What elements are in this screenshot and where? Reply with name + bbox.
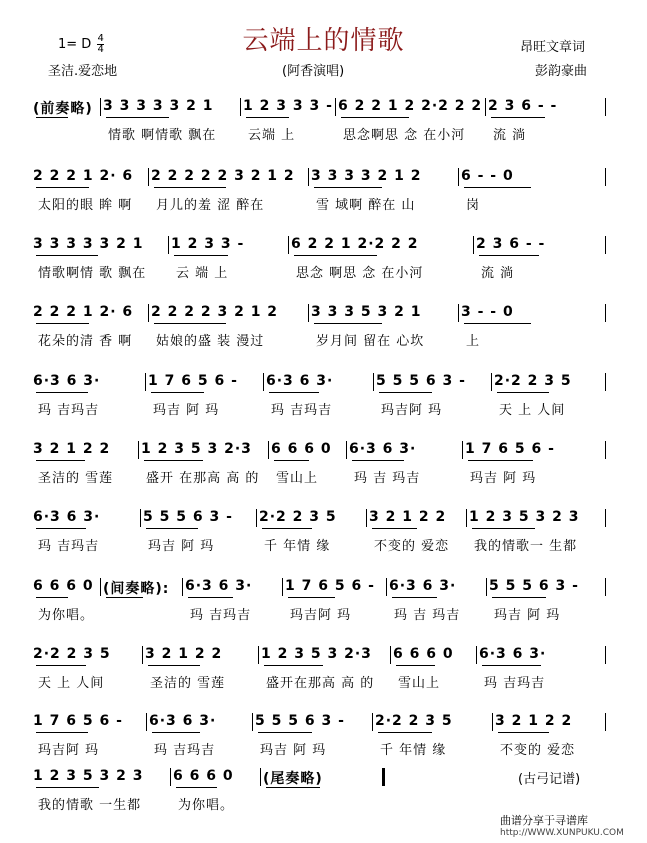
beam-underline [341, 117, 409, 118]
measure-notes: 1 7 6 5 6 - [465, 441, 555, 457]
measure-notes: 3 2 1 2 2 [495, 713, 573, 729]
measure-lyric: 玛 吉 玛吉 [354, 471, 421, 486]
beam-underline [262, 528, 312, 529]
measure-lyric: 圣洁的 雪莲 [150, 676, 226, 691]
measure-lyric: 太阳的眼 眸 啊 [38, 198, 133, 213]
song-title: 云端上的情歌 [242, 26, 405, 56]
measure-lyric: 岗 [466, 198, 481, 213]
measure-notes: 6 2 2 1 2·2 2 2 [291, 236, 419, 252]
beam-underline [36, 732, 88, 733]
beam-underline [294, 255, 377, 256]
measure-notes: 3 - - 0 [461, 304, 514, 320]
measure-lyric: 千 年情 缘 [380, 743, 447, 758]
bar-line [473, 236, 474, 254]
measure-lyric: 流 淌 [493, 128, 527, 143]
measure-lyric: 岁月间 留在 心坎 [316, 334, 425, 349]
measure-notes: 2 2 2 1 2· 6 [33, 304, 134, 320]
measure-lyric: 天 上 人间 [499, 403, 566, 418]
measure-notes: 2 2 2 1 2· 6 [33, 168, 134, 184]
measure-notes: 6·3 6 3· [33, 509, 101, 525]
measure-notes: 2 3 6 - - [476, 236, 546, 252]
measure-notes: 2 3 6 - - [488, 98, 558, 114]
bar-line [462, 441, 463, 459]
bar-line [263, 373, 264, 391]
beam-underline [472, 528, 535, 529]
measure-lyric: 玛吉阿 玛 [38, 743, 100, 758]
bar-line [492, 713, 493, 731]
measure-lyric: 千 年情 缘 [264, 539, 331, 554]
bar-line [386, 578, 387, 596]
measure-notes: 1 2 3 5 3 2 3 [33, 768, 144, 784]
bar-line [486, 578, 487, 596]
beam-underline [174, 255, 228, 256]
beam-underline [492, 597, 546, 598]
beam-underline [151, 392, 204, 393]
measure-notes: 3 2 1 2 2 [33, 441, 111, 457]
measure-notes: 2 2 2 2 3 2 1 2 [151, 304, 279, 320]
bar-line [605, 578, 606, 596]
singer: (阿香演唱) [282, 64, 345, 79]
bar-line [605, 98, 606, 116]
bar-line [140, 509, 141, 527]
measure-lyric: 我的情歌一 生都 [474, 539, 578, 554]
measure-notes: 1 2 3 5 3 2·3 [261, 646, 372, 662]
beam-underline [148, 665, 200, 666]
measure-notes: 2·2 2 3 5 [259, 509, 337, 525]
measure-lyric: 为你唱。 [38, 608, 95, 623]
measure-lyric: 云端 上 [248, 128, 296, 143]
beam-underline [154, 187, 226, 188]
bar-line [182, 578, 183, 596]
measure-lyric: 玛吉 阿 玛 [148, 539, 215, 554]
bar-line [458, 304, 459, 322]
measure-notes: 1 7 6 5 6 - [285, 578, 375, 594]
measure-notes: 5 5 5 6 3 - [143, 509, 233, 525]
measure-lyric: 玛吉阿 玛 [290, 608, 352, 623]
measure-notes: 1 2 3 5 3 2 3 [469, 509, 580, 525]
bar-line [605, 441, 606, 459]
beam-underline [464, 187, 531, 188]
beam-underline [392, 597, 437, 598]
beam-underline [144, 460, 203, 461]
beam-underline [274, 460, 309, 461]
beam-underline [36, 528, 86, 529]
beam-underline [152, 732, 200, 733]
measure-notes: 1 2 3 3 3 - [243, 98, 333, 114]
bar-line [605, 509, 606, 527]
bar-line [145, 373, 146, 391]
beam-underline [264, 665, 323, 666]
beam-underline [378, 732, 432, 733]
measure-lyric: 流 淌 [481, 266, 515, 281]
beam-underline [269, 392, 319, 393]
measure-lyric: 月儿的羞 涩 醉在 [156, 198, 265, 213]
time-bottom: 4 [97, 44, 104, 55]
bar-line [373, 373, 374, 391]
bar-line [256, 509, 257, 527]
beam-underline [497, 392, 549, 393]
measure-notes: 1 2 3 5 3 2·3 [141, 441, 252, 457]
beam-underline [479, 255, 539, 256]
bar-line [476, 646, 477, 664]
measure-notes: 6 2 2 1 2 2·2 2 2 [338, 98, 483, 114]
bar-line [142, 646, 143, 664]
measure-lyric: 天 上 人间 [38, 676, 105, 691]
measure-notes: 6 - - 0 [461, 168, 514, 184]
beam-underline [498, 732, 549, 733]
bar-line [491, 373, 492, 391]
bar-line [148, 304, 149, 322]
beam-underline [266, 787, 320, 788]
measure-notes: (尾奏略) [263, 771, 323, 787]
beam-underline [352, 460, 404, 461]
measure-notes: (间奏略): [103, 581, 170, 597]
beam-underline [36, 665, 86, 666]
measure-lyric: 为你唱。 [178, 798, 235, 813]
measure-notes: 5 5 5 6 3 - [255, 713, 345, 729]
footer-text: 曲谱分享于寻谱库 [500, 814, 588, 827]
measure-lyric: 情歌 啊情歌 飘在 [108, 128, 217, 143]
bar-line [148, 168, 149, 186]
bar-line [170, 768, 171, 786]
measure-lyric: 雪山上 [276, 471, 319, 486]
beam-underline [176, 787, 217, 788]
beam-underline [106, 597, 143, 598]
final-bar-line [382, 768, 385, 786]
beam-underline [468, 460, 533, 461]
bar-line [168, 236, 169, 254]
beam-underline [36, 255, 98, 256]
measure-lyric: 玛吉 阿 玛 [470, 471, 537, 486]
bar-line [605, 373, 606, 391]
bar-line [372, 713, 373, 731]
bar-line [308, 168, 309, 186]
bar-line [268, 441, 269, 459]
measure-notes: 2 2 2 2 2 3 2 1 2 [151, 168, 295, 184]
bar-line [605, 304, 606, 322]
beam-underline [396, 665, 435, 666]
footer [500, 812, 624, 838]
measure-lyric: 玛 吉玛吉 [154, 743, 216, 758]
bar-line [366, 509, 367, 527]
beam-underline [154, 323, 226, 324]
measure-notes: 1 2 3 3 - [171, 236, 245, 252]
beam-underline [379, 392, 432, 393]
beam-underline [314, 187, 382, 188]
transcriber: (古弓记谱) [518, 772, 581, 787]
beam-underline [246, 117, 289, 118]
measure-notes: 3 3 3 5 3 2 1 [311, 304, 422, 320]
measure-lyric: 盛开 在那高 高 的 [146, 471, 260, 486]
measure-lyric: 云 端 上 [176, 266, 229, 281]
measure-notes: 6 6 6 0 [271, 441, 332, 457]
measure-notes: 3 2 1 2 2 [369, 509, 447, 525]
measure-lyric: 玛 吉玛吉 [484, 676, 546, 691]
bar-line [466, 509, 467, 527]
measure-notes: 5 5 5 6 3 - [376, 373, 466, 389]
beam-underline [258, 732, 312, 733]
measure-notes: 6·3 6 3· [266, 373, 334, 389]
measure-lyric: 玛吉阿 玛 [381, 403, 443, 418]
measure-lyric: 花朵的清 香 啊 [38, 334, 133, 349]
measure-notes: 6·3 6 3· [149, 713, 217, 729]
measure-notes: 3 3 3 3 3 2 1 [103, 98, 214, 114]
measure-lyric: 玛 吉玛吉 [190, 608, 252, 623]
measure-notes: 6·3 6 3· [479, 646, 547, 662]
bar-line [605, 646, 606, 664]
footer-url: http://WWW.XUNPUKU.COM [500, 828, 624, 838]
measure-lyric: 不变的 爱恋 [500, 743, 576, 758]
measure-lyric: 盛开在那高 高 的 [266, 676, 375, 691]
measure-notes: 6 6 6 0 [173, 768, 234, 784]
bar-line [288, 236, 289, 254]
lyricist: 昂旺文章词 [520, 40, 586, 55]
measure-lyric: 姑娘的盛 装 漫过 [156, 334, 265, 349]
measure-notes: (前奏略) [33, 101, 93, 117]
measure-lyric: 玛吉 阿 玛 [494, 608, 561, 623]
beam-underline [314, 323, 382, 324]
measure-notes: 1 7 6 5 6 - [148, 373, 238, 389]
beam-underline [36, 117, 68, 118]
bar-line [252, 713, 253, 731]
measure-notes: 3 2 1 2 2 [145, 646, 223, 662]
bar-line [146, 713, 147, 731]
beam-underline [188, 597, 233, 598]
beam-underline [491, 117, 545, 118]
bar-line [240, 98, 241, 116]
measure-notes: 6·3 6 3· [33, 373, 101, 389]
measure-lyric: 雪山上 [398, 676, 441, 691]
measure-lyric: 我的情歌 一生都 [38, 798, 142, 813]
measure-notes: 3 3 3 3 3 2 1 [33, 236, 144, 252]
measure-notes: 6 6 6 0 [393, 646, 454, 662]
beam-underline [372, 528, 417, 529]
measure-notes: 2·2 2 3 5 [494, 373, 572, 389]
bar-line [605, 713, 606, 731]
bar-line [390, 646, 391, 664]
measure-lyric: 玛 吉玛吉 [38, 403, 100, 418]
bar-line [458, 168, 459, 186]
measure-notes: 6·3 6 3· [185, 578, 253, 594]
measure-lyric: 玛 吉玛吉 [38, 539, 100, 554]
composer: 彭韵豪曲 [535, 64, 588, 79]
bar-line [100, 98, 101, 116]
bar-line [100, 578, 101, 596]
bar-line [485, 98, 486, 116]
beam-underline [464, 323, 531, 324]
beam-underline [36, 187, 89, 188]
beam-underline [36, 460, 85, 461]
beam-underline [36, 787, 99, 788]
measure-lyric: 上 [466, 334, 481, 349]
measure-notes: 5 5 5 6 3 - [489, 578, 579, 594]
bar-line [605, 236, 606, 254]
measure-lyric: 圣洁的 雪莲 [38, 471, 114, 486]
time-top: 4 [97, 33, 104, 44]
bar-line [258, 646, 259, 664]
beam-underline [36, 597, 68, 598]
bar-line [138, 441, 139, 459]
measure-lyric: 情歌啊情 歌 飘在 [38, 266, 147, 281]
bar-line [335, 98, 336, 116]
bar-line [346, 441, 347, 459]
beam-underline [36, 323, 89, 324]
measure-lyric: 思念 啊思 念 在小河 [296, 266, 424, 281]
key-label: 1= D [58, 37, 92, 52]
beam-underline [482, 665, 541, 666]
bar-line [605, 168, 606, 186]
measure-notes: 3 3 3 3 2 1 2 [311, 168, 422, 184]
measure-notes: 2·2 2 3 5 [375, 713, 453, 729]
measure-lyric: 思念啊思 念 在小河 [343, 128, 466, 143]
measure-lyric: 不变的 爱恋 [374, 539, 450, 554]
measure-lyric: 玛 吉 玛吉 [394, 608, 461, 623]
measure-lyric: 雪 域啊 醉在 山 [316, 198, 416, 213]
measure-notes: 1 7 6 5 6 - [33, 713, 123, 729]
beam-underline [288, 597, 335, 598]
measure-notes: 2·2 2 3 5 [33, 646, 111, 662]
measure-lyric: 玛 吉玛吉 [271, 403, 333, 418]
bar-line [260, 768, 261, 786]
beam-underline [36, 392, 88, 393]
measure-notes: 6·3 6 3· [349, 441, 417, 457]
beam-underline [146, 528, 198, 529]
measure-notes: 6 6 6 0 [33, 578, 94, 594]
measure-lyric: 玛吉 阿 玛 [153, 403, 220, 418]
bar-line [308, 304, 309, 322]
measure-lyric: 玛吉 阿 玛 [260, 743, 327, 758]
measure-notes: 6·3 6 3· [389, 578, 457, 594]
album-name: 圣洁.爱恋地 [48, 64, 118, 79]
beam-underline [106, 117, 169, 118]
bar-line [282, 578, 283, 596]
